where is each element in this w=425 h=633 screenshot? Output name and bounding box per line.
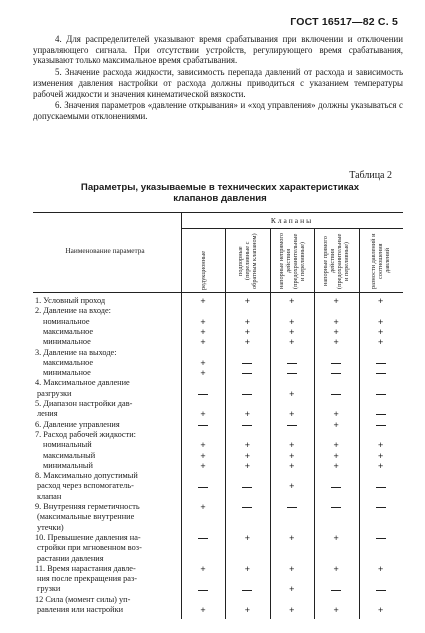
dash-mark: [376, 507, 386, 508]
table-row: [33, 533, 403, 543]
table-row: [33, 605, 403, 615]
row-label: минимальное: [43, 368, 91, 378]
row-label: стройки при мгновенном воз-: [37, 543, 142, 553]
row-cell: [225, 481, 269, 491]
table-row: [33, 451, 403, 461]
row-label: утечки): [37, 522, 64, 532]
table-row: [33, 584, 403, 594]
row-cell: +: [289, 584, 295, 595]
row-cell: [359, 584, 403, 594]
row-cell: +: [200, 409, 206, 420]
dash-mark: [198, 487, 208, 488]
table-row: [33, 399, 403, 409]
row-label: максимальный: [43, 450, 96, 460]
column-header: [225, 232, 269, 290]
dash-mark: [287, 507, 297, 508]
table-row: [33, 595, 403, 605]
row-cell: +: [289, 388, 295, 399]
table-row: [33, 430, 403, 440]
row-cell: +: [244, 605, 251, 615]
row-label: 1. Условный проход: [35, 296, 106, 305]
dash-mark: [198, 394, 208, 395]
dash-mark: [376, 363, 386, 364]
row-cell: +: [377, 450, 384, 461]
table-row: [33, 502, 403, 512]
parameters-table: [33, 212, 403, 615]
row-label: растании давления: [37, 553, 104, 563]
row-cell: [359, 368, 403, 378]
table-title: Параметры, указываемые в технических характеристиках клапанов давления: [80, 182, 360, 204]
row-cell: [181, 389, 225, 399]
row-cell: +: [333, 605, 339, 615]
row-cell: +: [377, 316, 384, 327]
row-cell: +: [244, 440, 251, 451]
row-cell: [225, 502, 269, 512]
table-row: [33, 492, 403, 502]
row-cell: [181, 420, 225, 430]
table-row: [33, 378, 403, 388]
dash-mark: [331, 487, 341, 488]
dash-mark: [331, 394, 341, 395]
row-cell: [181, 533, 225, 543]
row-cell: +: [244, 296, 251, 306]
row-cell: +: [244, 460, 251, 471]
row-cell: +: [377, 337, 384, 348]
row-cell: [314, 481, 358, 491]
column-header-label: напорные непрямого действия (предохранительные и переливные): [277, 233, 306, 290]
column-header-label: подпорные (переливные с обратным клапаном): [237, 233, 259, 289]
row-label: 4. Максимальное давление: [35, 378, 130, 388]
row-cell: +: [244, 326, 251, 337]
row-cell: +: [200, 502, 206, 512]
row-cell: +: [333, 460, 339, 471]
table-row: [33, 440, 403, 450]
dash-mark: [376, 487, 386, 488]
row-cell: [314, 389, 358, 399]
group-header-divider: [181, 228, 403, 229]
row-cell: [225, 584, 269, 594]
table-row: [33, 368, 403, 378]
row-label: ния после прекращения раз-: [37, 574, 137, 584]
row-cell: +: [333, 296, 339, 306]
page-header: ГОСТ 16517—82 С. 5: [290, 16, 398, 28]
row-label: 6. Давление управления: [35, 419, 120, 429]
row-cell: +: [244, 409, 251, 420]
row-label: номинальный: [43, 440, 92, 450]
table-row: [33, 306, 403, 316]
row-cell: +: [244, 563, 251, 574]
row-cell: +: [333, 450, 339, 461]
table-row: [33, 471, 403, 481]
dash-mark: [331, 507, 341, 508]
dash-mark: [287, 373, 297, 374]
column-header: [314, 232, 358, 290]
row-cell: +: [200, 326, 206, 337]
row-label: 8. Максимально допустимый: [35, 471, 138, 481]
table-row: [33, 327, 403, 337]
row-cell: [314, 502, 358, 512]
row-cell: +: [333, 440, 339, 451]
row-label: 10. Превышение давления на-: [35, 532, 141, 542]
row-label: номинальное: [43, 316, 90, 326]
paragraph-4: 4. Для распределителей указывают время срабатывания при включении и отключении управляющего сигнала. При отсутствии устройств, регулирующего время срабатывания, указывают только максимальное время срабатывания.: [33, 34, 403, 66]
dash-mark: [331, 373, 341, 374]
paragraph-5: 5. Значение расхода жидкости, зависимость перепада давлений от расхода и зависимость изменения давления настройки от расхода должны приводиться с указанием температуры рабочей жидкости и значения кинематической вязкости.: [33, 67, 403, 99]
dash-mark: [287, 363, 297, 364]
column-header: [359, 232, 403, 290]
row-cell: +: [333, 316, 339, 327]
row-cell: [225, 420, 269, 430]
row-cell: [359, 502, 403, 512]
row-cell: +: [289, 605, 295, 615]
dash-mark: [242, 590, 252, 591]
row-cell: +: [200, 337, 206, 348]
table-row: [33, 317, 403, 327]
row-label: 7. Расход рабочей жидкости:: [35, 429, 136, 439]
row-cell: +: [377, 440, 384, 451]
row-label: клапан: [37, 491, 62, 501]
dash-mark: [242, 507, 252, 508]
row-label: грузки: [37, 584, 61, 594]
column-header-label: редукционные: [199, 251, 207, 290]
row-cell: +: [377, 563, 384, 574]
dash-mark: [242, 394, 252, 395]
row-label: 11. Время нарастания давле-: [35, 563, 136, 573]
row-cell: +: [200, 440, 206, 451]
table-row: [33, 337, 403, 347]
table-top-border: [33, 212, 403, 213]
row-cell: [314, 358, 358, 368]
row-label: минимальный: [43, 460, 93, 470]
dash-mark: [242, 425, 252, 426]
row-cell: +: [200, 316, 206, 327]
row-cell: [270, 358, 314, 368]
row-cell: +: [200, 605, 206, 615]
row-cell: +: [333, 532, 339, 543]
row-label: 5. Диапазон настройки дав-: [35, 399, 133, 408]
column-header-label: напорные прямого действия (предохранительные и переливные): [322, 233, 351, 289]
row-cell: +: [289, 409, 295, 420]
table-row: [33, 564, 403, 574]
row-cell: +: [333, 337, 339, 348]
row-cell: +: [289, 481, 295, 492]
row-cell: +: [289, 460, 295, 471]
row-cell: +: [333, 409, 339, 420]
row-cell: [225, 389, 269, 399]
valves-group-header: Клапаны: [270, 216, 314, 225]
table-row: [33, 409, 403, 419]
dash-mark: [331, 590, 341, 591]
row-cell: +: [289, 296, 295, 306]
row-label: максимальное: [43, 357, 94, 367]
row-cell: [181, 584, 225, 594]
dash-mark: [376, 425, 386, 426]
param-column-header: Наименование параметра: [65, 245, 145, 255]
row-cell: [270, 420, 314, 430]
row-cell: [359, 389, 403, 399]
table-number: Таблица 2: [349, 170, 392, 181]
row-label: максимальное: [43, 326, 94, 336]
table-row: [33, 296, 403, 306]
intro-text: [33, 34, 403, 123]
row-cell: +: [289, 450, 295, 461]
row-cell: [359, 409, 403, 419]
row-cell: +: [289, 440, 295, 451]
dash-mark: [376, 590, 386, 591]
dash-mark: [198, 425, 208, 426]
row-cell: +: [200, 357, 206, 368]
row-label: 3. Давление на выходе:: [35, 347, 117, 357]
row-cell: [314, 368, 358, 378]
row-cell: +: [333, 563, 339, 574]
row-cell: +: [200, 296, 206, 306]
row-cell: +: [200, 460, 206, 471]
table-row: [33, 481, 403, 491]
dash-mark: [198, 538, 208, 539]
column-header: [181, 232, 225, 290]
table-row: [33, 389, 403, 399]
row-cell: [225, 358, 269, 368]
column-header-label: разности давлений и соотношения давлений: [370, 233, 392, 289]
row-cell: +: [244, 532, 251, 543]
dash-mark: [198, 590, 208, 591]
row-cell: [359, 420, 403, 430]
column-header: [270, 232, 314, 290]
row-label: разгрузки: [37, 388, 72, 398]
row-label: 9. Внутренняя герметичность: [35, 502, 140, 511]
row-cell: +: [200, 450, 206, 461]
dash-mark: [331, 363, 341, 364]
dash-mark: [242, 373, 252, 374]
row-label: расход через вспомогатель-: [37, 481, 134, 491]
row-cell: +: [377, 326, 384, 337]
row-cell: +: [333, 326, 339, 337]
dash-mark: [242, 487, 252, 488]
table-row: [33, 574, 403, 584]
table-row: [33, 358, 403, 368]
row-cell: +: [244, 337, 251, 348]
row-cell: +: [289, 316, 295, 327]
table-row: [33, 554, 403, 564]
dash-mark: [376, 414, 386, 415]
table-row: [33, 512, 403, 522]
row-cell: +: [289, 326, 295, 337]
row-cell: +: [377, 296, 384, 306]
row-cell: +: [377, 460, 384, 471]
table-row: [33, 461, 403, 471]
row-label: равления или настройки: [37, 605, 124, 614]
row-label: ления: [37, 409, 58, 419]
row-label: 12 Сила (момент силы) уп-: [35, 594, 131, 604]
row-cell: +: [289, 532, 295, 543]
table-row: [33, 420, 403, 430]
row-cell: +: [200, 368, 206, 379]
row-cell: [359, 533, 403, 543]
row-cell: +: [244, 316, 251, 327]
row-cell: +: [289, 337, 295, 348]
row-cell: [270, 502, 314, 512]
dash-mark: [287, 425, 297, 426]
row-cell: [359, 481, 403, 491]
row-cell: [314, 584, 358, 594]
paragraph-6: 6. Значения параметров «давление открывания» и «ход управления» должны указываться с допускаемыми отклонениями.: [33, 100, 403, 121]
row-label: 2. Давление на входе:: [35, 306, 111, 316]
row-cell: [225, 368, 269, 378]
dash-mark: [242, 363, 252, 364]
dash-mark: [376, 538, 386, 539]
row-cell: +: [289, 563, 295, 574]
row-label: минимальное: [43, 337, 91, 347]
table-row: [33, 523, 403, 533]
dash-mark: [376, 394, 386, 395]
table-row: [33, 543, 403, 553]
row-cell: +: [244, 450, 251, 461]
row-cell: [270, 368, 314, 378]
row-label: (максимальные внутренние: [37, 512, 135, 522]
dash-mark: [376, 373, 386, 374]
row-cell: [181, 481, 225, 491]
header-bottom-border: [33, 292, 403, 293]
row-cell: +: [200, 563, 206, 574]
row-cell: +: [333, 419, 339, 430]
row-cell: [359, 358, 403, 368]
row-cell: +: [377, 605, 384, 615]
table-row: [33, 348, 403, 358]
